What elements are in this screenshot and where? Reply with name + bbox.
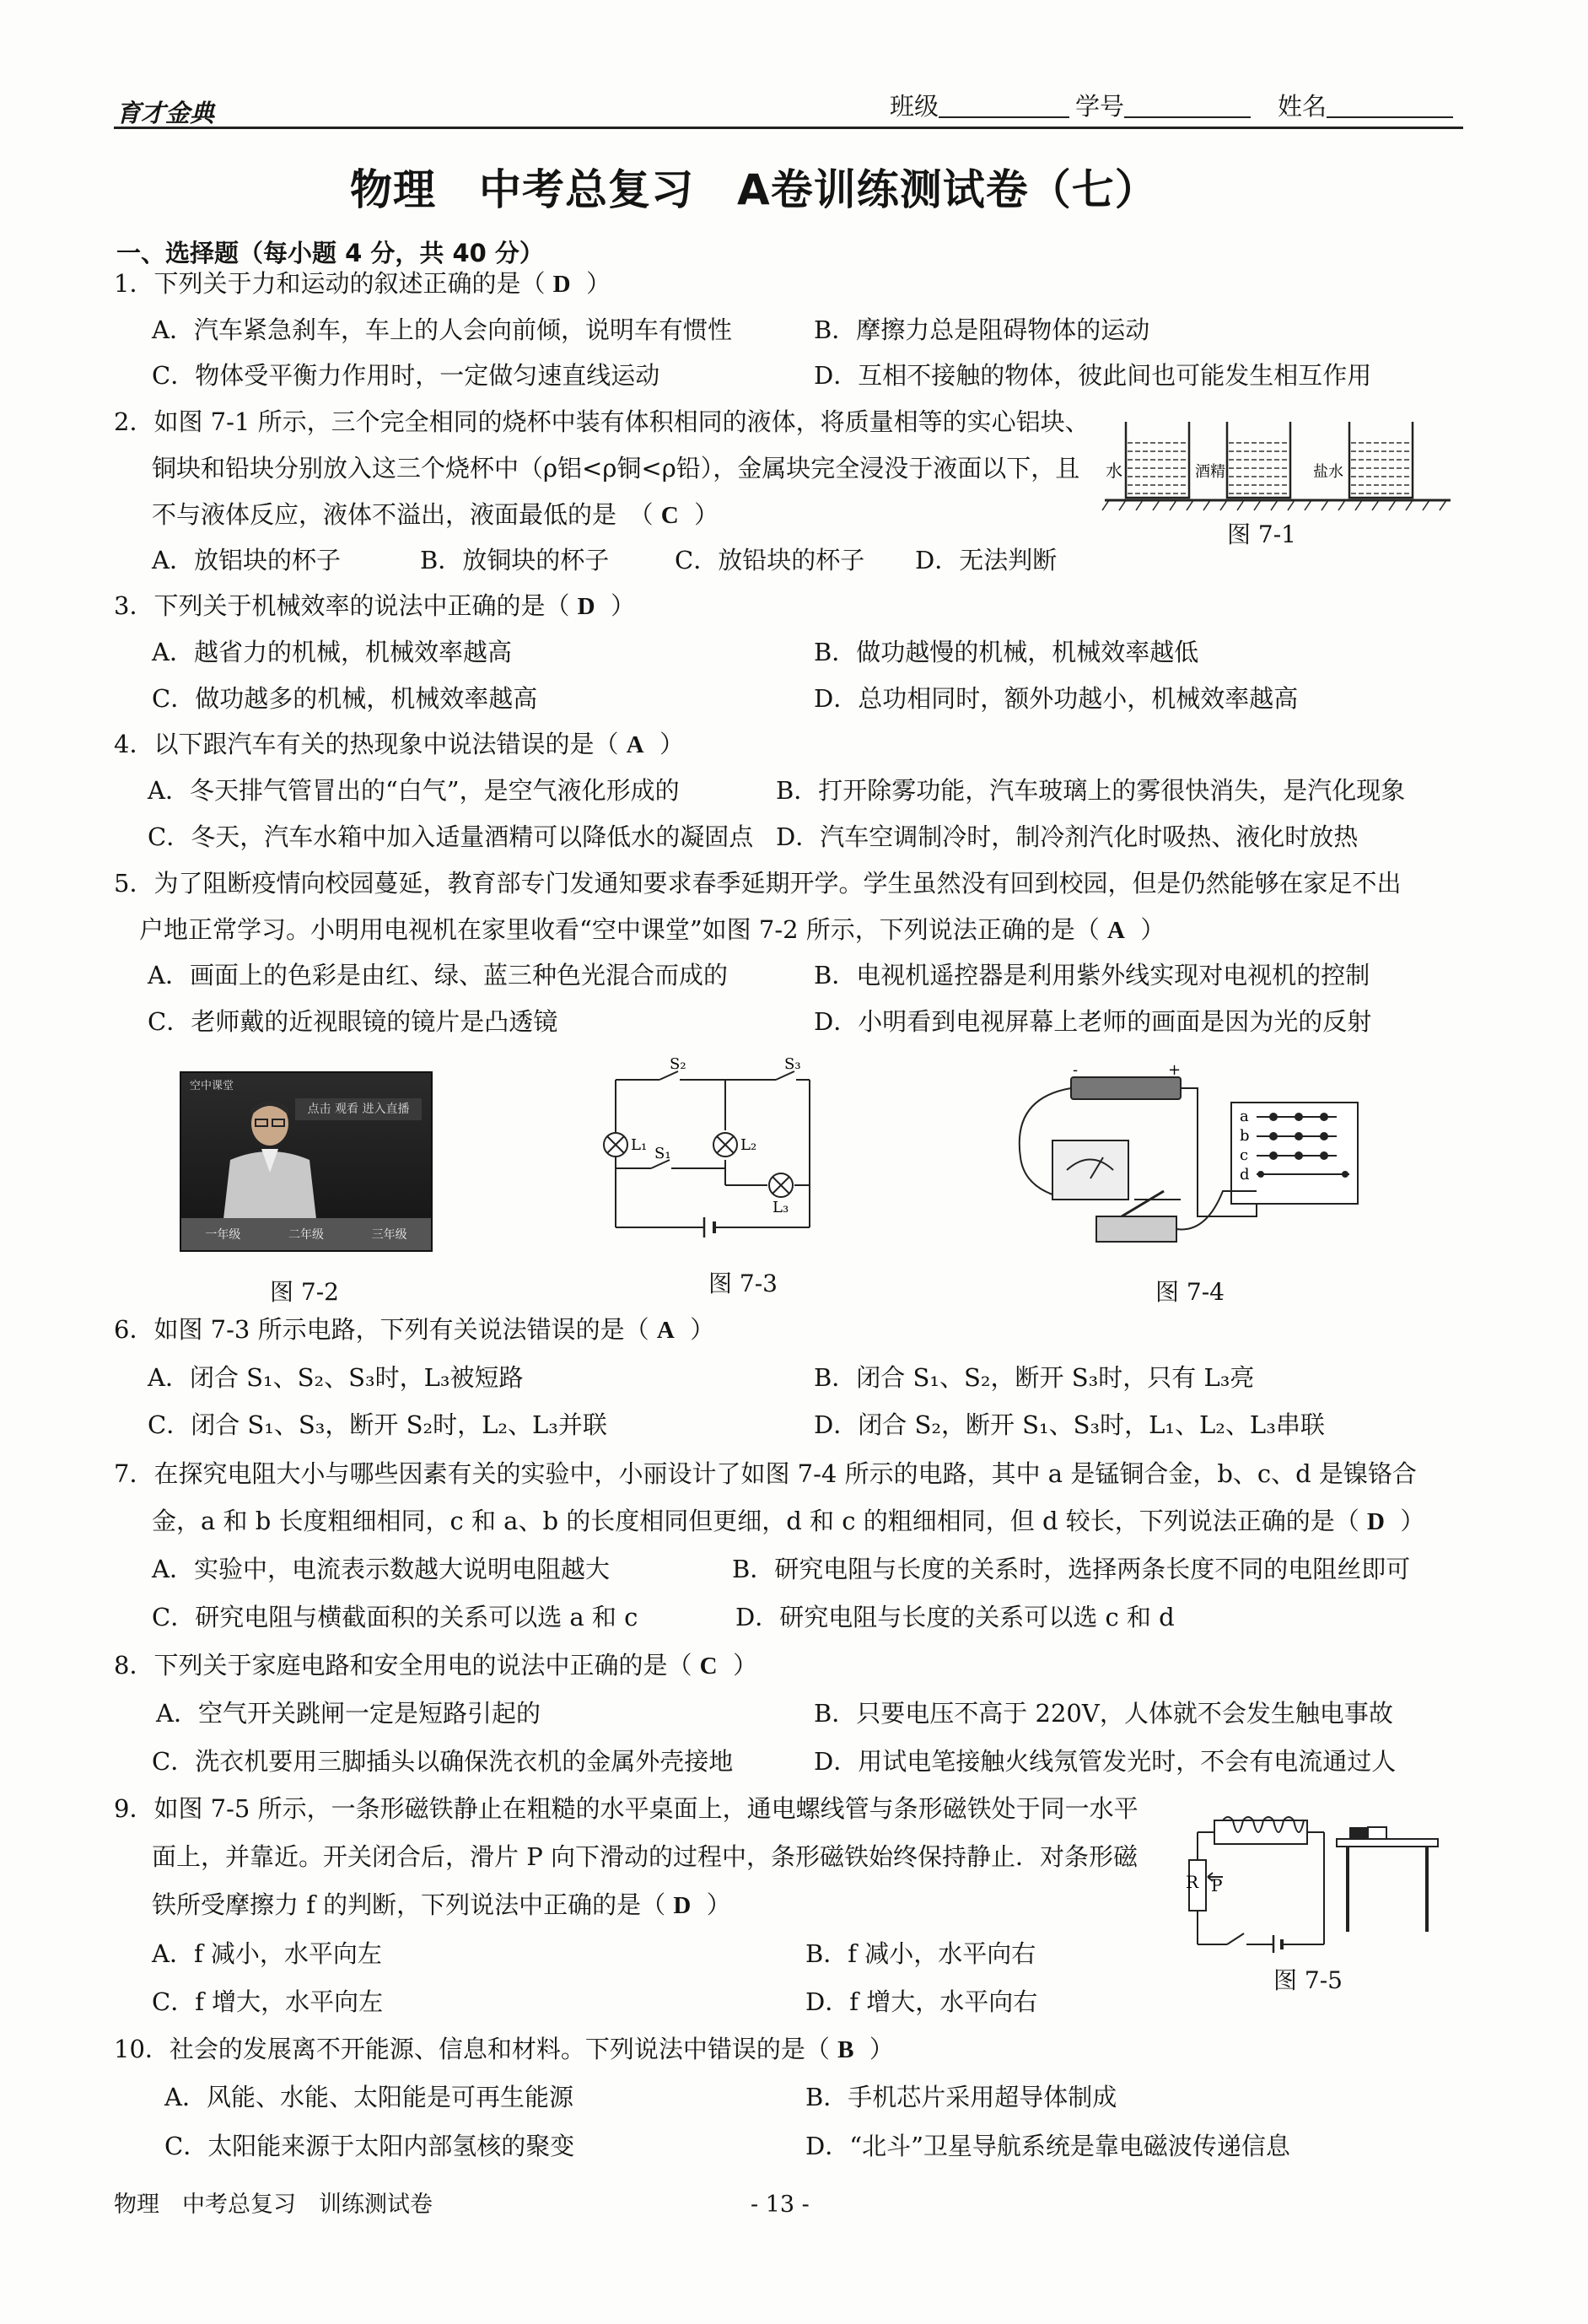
name-blank[interactable] [1327, 96, 1453, 118]
student-id-field[interactable] [1075, 94, 1251, 119]
name-label: 姓名 [1278, 92, 1327, 121]
q4-answer: A [626, 731, 644, 758]
q8-close: ） [733, 1651, 758, 1680]
label-salt-water: 盐水 [1313, 463, 1343, 481]
q9-close: ） [706, 1890, 731, 1919]
label-s3: S₃ [784, 1055, 801, 1073]
class-blank[interactable] [939, 96, 1069, 118]
figure-7-1-beakers [1101, 405, 1455, 515]
q7-line2-text: 金，a 和 b 长度粗细相同，c 和 a、b 的长度相同但更细，d 和 c 的粗细相同，但 d 较长，下列说法正确的是（ [152, 1507, 1359, 1535]
q6-close: ） [690, 1315, 715, 1344]
q3-close: ） [611, 591, 636, 620]
figure-7-5-magnet [1155, 1805, 1442, 1953]
q10-stem-text: 10．社会的发展离不开能源、信息和材料。下列说法中错误的是（ [114, 2035, 830, 2063]
battery-pack [1071, 1077, 1181, 1099]
question-2-line3 [152, 500, 719, 529]
q5-option-d[interactable]: D．小明看到电视屏幕上老师的画面是因为光的反射 [814, 1007, 1372, 1036]
switch-base [1096, 1216, 1176, 1242]
magnet-south [1368, 1827, 1386, 1839]
q8-option-b[interactable]: B．只要电压不高于 220V，人体就不会发生触电事故 [814, 1699, 1393, 1728]
q8-answer: C [699, 1653, 718, 1680]
switch [1227, 1933, 1244, 1944]
figure-7-3-circuit [599, 1050, 826, 1244]
question-2-line2: 铜块和铅块分别放入这三个烧杯中（ρ铝<ρ铜<ρ铅），金属块完全浸没于液面以下，且 [152, 454, 1080, 483]
q10-option-c[interactable]: C．太阳能来源于太阳内部氢核的聚变 [164, 2132, 575, 2160]
label-wire-a: a [1240, 1108, 1249, 1125]
q5-answer: A [1107, 917, 1125, 944]
student-id-blank[interactable] [1124, 96, 1251, 118]
q2-answer: C [660, 502, 679, 529]
label-r: R [1186, 1872, 1199, 1892]
ammeter [1052, 1140, 1128, 1200]
q7-option-c[interactable]: C．研究电阻与横截面积的关系可以选 a 和 c [152, 1603, 638, 1631]
label-l1: L₁ [631, 1136, 648, 1154]
page-title: 物理 中考总复习 A卷训练测试卷（七） [350, 165, 1158, 214]
q3-option-d[interactable]: D．总功相同时，额外功越小，机械效率越高 [814, 684, 1299, 713]
tv-button-grade-2: 二年级 [288, 1228, 324, 1242]
q5-option-a[interactable]: A．画面上的色彩是由红、绿、蓝三种色光混合而成的 [148, 961, 728, 989]
q4-option-d[interactable]: D．汽车空调制冷时，制冷剂汽化时吸热、液化时放热 [776, 822, 1359, 851]
question-7-line1: 7．在探究电阻大小与哪些因素有关的实验中，小丽设计了如图 7-4 所示的电路，其中 a 是锰铜合金，b、c、d 是镍铬合 [114, 1459, 1417, 1488]
figure-7-2-tv-photo [180, 1071, 433, 1252]
q7-option-b[interactable]: B．研究电阻与长度的关系时，选择两条长度不同的电阻丝即可 [732, 1555, 1411, 1583]
label-wire-d: d [1240, 1166, 1250, 1184]
q6-option-b[interactable]: B．闭合 S₁、S₂，断开 S₃时，只有 L₃亮 [814, 1363, 1255, 1392]
solenoid [1214, 1820, 1307, 1844]
question-9-line3 [152, 1890, 731, 1919]
q3-answer: D [577, 593, 595, 620]
q5-line2-text: 户地正常学习。小明用电视机在家里收看“空中课堂”如图 7-2 所示，下列说法正确的是（ [139, 915, 1100, 944]
q2-option-b[interactable]: B．放铜块的杯子 [420, 546, 610, 574]
q5-option-b[interactable]: B．电视机遥控器是利用紫外线实现对电视机的控制 [814, 961, 1370, 989]
footer-page-number: - 13 - [751, 2192, 810, 2218]
student-id-label: 学号 [1075, 92, 1125, 121]
tv-button-grade-1: 一年级 [205, 1228, 241, 1242]
q5-close: ） [1140, 915, 1165, 944]
question-4-stem [114, 732, 684, 758]
q2-line3-text: 不与液体反应，液体不溢出，液面最低的是 （ [152, 500, 654, 529]
q7-answer: D [1366, 1508, 1385, 1535]
q4-stem-text: 4．以下跟汽车有关的热现象中说法错误的是（ [114, 730, 619, 758]
q1-option-d[interactable]: D．互相不接触的物体，彼此间也可能发生相互作用 [814, 361, 1372, 390]
question-1-stem [114, 269, 611, 298]
question-5-line2 [139, 915, 1165, 944]
label-l2: L₂ [740, 1136, 757, 1154]
q2-option-a[interactable]: A．放铝块的杯子 [152, 546, 341, 574]
q10-option-d[interactable]: D．“北斗”卫星导航系统是靠电磁波传递信息 [805, 2132, 1290, 2160]
figure-7-2-caption: 图 7-2 [270, 1278, 339, 1306]
q2-option-d[interactable]: D．无法判断 [915, 546, 1058, 574]
q4-option-b[interactable]: B．打开除雾功能，汽车玻璃上的雾很快消失，是汽化现象 [776, 776, 1406, 805]
name-field[interactable] [1278, 94, 1453, 119]
table-top [1337, 1839, 1438, 1847]
label-plus: + [1168, 1065, 1182, 1079]
q7-close: ） [1400, 1507, 1425, 1535]
q8-option-d[interactable]: D．用试电笔接触火线氖管发光时，不会有电流通过人 [814, 1747, 1397, 1776]
q3-option-b[interactable]: B．做功越慢的机械，机械效率越低 [814, 638, 1199, 666]
q1-option-c[interactable]: C．物体受平衡力作用时，一定做匀速直线运动 [152, 361, 660, 390]
q5-option-c[interactable]: C．老师戴的近视眼镜的镜片是凸透镜 [148, 1007, 558, 1036]
q1-option-b[interactable]: B．摩擦力总是阻碍物体的运动 [814, 315, 1150, 344]
question-9-line1: 9．如图 7-5 所示，一条形磁铁静止在粗糙的水平桌面上，通电螺线管与条形磁铁处于同一水平 [114, 1794, 1139, 1823]
q6-option-d[interactable]: D．闭合 S₂，断开 S₁、S₃时，L₁、L₂、L₃串联 [814, 1410, 1325, 1439]
question-6-stem [114, 1315, 715, 1344]
q4-option-a[interactable]: A．冬天排气管冒出的“白气”，是空气液化形成的 [148, 776, 680, 805]
q9-option-d[interactable]: D．f 增大，水平向右 [805, 1987, 1038, 2016]
q9-option-a[interactable]: A．f 减小，水平向左 [152, 1939, 382, 1968]
header-divider [114, 127, 1463, 129]
question-10-stem [114, 2037, 894, 2062]
q2-close: ） [694, 500, 719, 529]
q10-option-b[interactable]: B．手机芯片采用超导体制成 [805, 2083, 1117, 2111]
teacher-figure [215, 1097, 325, 1219]
q1-answer: D [552, 271, 571, 298]
label-minus: - [1073, 1065, 1079, 1079]
label-water: 水 [1106, 461, 1122, 481]
q1-stem-text: 1．下列关于力和运动的叙述正确的是（ [114, 269, 546, 298]
label-wire-b: b [1240, 1127, 1250, 1145]
q6-option-a[interactable]: A．闭合 S₁、S₂、S₃时，L₃被短路 [148, 1363, 524, 1392]
footer-subject: 物理 中考总复习 训练测试卷 [114, 2192, 433, 2218]
q6-option-c[interactable]: C．闭合 S₁、S₃，断开 S₂时，L₂、L₃并联 [148, 1410, 607, 1439]
section-heading: 一、选择题（每小题 4 分，共 40 分） [116, 239, 544, 267]
figure-7-3-caption: 图 7-3 [708, 1270, 778, 1297]
q9-line3-text: 铁所受摩擦力 f 的判断，下列说法中正确的是（ [152, 1890, 666, 1919]
q4-close: ） [659, 730, 685, 758]
q3-stem-text: 3．下列关于机械效率的说法中正确的是（ [114, 591, 570, 620]
q8-stem-text: 8．下列关于家庭电路和安全用电的说法中正确的是（ [114, 1651, 692, 1680]
label-p: P [1211, 1875, 1223, 1895]
tv-banner: 点击 观看 进入直播 [295, 1098, 422, 1120]
label-s1: S₁ [654, 1145, 671, 1162]
q4-option-c[interactable]: C．冬天，汽车水箱中加入适量酒精可以降低水的凝固点 [148, 822, 754, 851]
q9-answer: D [673, 1892, 692, 1919]
magnet-north [1349, 1827, 1368, 1839]
q6-answer: A [656, 1317, 675, 1344]
q10-option-a[interactable]: A．风能、水能、太阳能是可再生能源 [164, 2083, 573, 2111]
tv-grade-bar [181, 1218, 431, 1250]
q9-option-b[interactable]: B．f 减小，水平向右 [805, 1939, 1036, 1968]
figure-7-4-caption: 图 7-4 [1155, 1278, 1225, 1306]
q8-option-c[interactable]: C．洗衣机要用三脚插头以确保洗衣机的金属外壳接地 [152, 1747, 734, 1776]
question-9-line2: 面上，并靠近。开关闭合后，滑片 P 向下滑动的过程中，条形磁铁始终保持静止．对条形磁 [152, 1842, 1138, 1871]
q3-option-a[interactable]: A．越省力的机械，机械效率越高 [152, 638, 512, 666]
q10-close: ） [869, 2035, 894, 2063]
label-wire-c: c [1240, 1146, 1249, 1164]
question-3-stem [114, 591, 636, 620]
q10-answer: B [837, 2036, 854, 2063]
brand-logo: 育才金典 [116, 99, 215, 127]
question-8-stem [114, 1653, 757, 1679]
question-5-line1: 5．为了阻断疫情向校园蔓延，教育部专门发通知要求春季延期开学。学生虽然没有回到校园，但是仍然能够在家足不出 [114, 869, 1402, 898]
q7-option-d[interactable]: D．研究电阻与长度的关系可以选 c 和 d [735, 1603, 1175, 1631]
q8-option-a[interactable]: A．空气开关跳闸一定是短路引起的 [156, 1699, 541, 1728]
q2-option-c[interactable]: C．放铅块的杯子 [675, 546, 865, 574]
q9-option-c[interactable]: C．f 增大，水平向左 [152, 1987, 384, 2016]
class-field[interactable] [890, 94, 1069, 119]
q1-close: ） [586, 269, 611, 298]
label-l3: L₃ [772, 1199, 789, 1216]
q7-option-a[interactable]: A．实验中，电流表示数越大说明电阻越大 [152, 1555, 610, 1583]
question-2-line1: 2．如图 7-1 所示，三个完全相同的烧杯中装有体积相同的液体，将质量相等的实心铝块、 [114, 407, 1090, 436]
q6-stem-text: 6．如图 7-3 所示电路，下列有关说法错误的是（ [114, 1315, 649, 1344]
figure-7-4-apparatus [987, 1065, 1375, 1254]
label-s2: S₂ [670, 1055, 686, 1073]
label-alcohol: 酒精 [1195, 463, 1225, 481]
tv-button-grade-3: 三年级 [371, 1228, 407, 1242]
figure-7-5-caption: 图 7-5 [1273, 1966, 1343, 1994]
class-label: 班级 [890, 92, 939, 121]
question-7-line2 [152, 1509, 1424, 1534]
q3-option-c[interactable]: C．做功越多的机械，机械效率越高 [152, 684, 538, 713]
tv-logo: 空中课堂 [190, 1080, 234, 1092]
figure-7-1-caption: 图 7-1 [1227, 520, 1296, 548]
q1-option-a[interactable]: A．汽车紧急刹车，车上的人会向前倾，说明车有惯性 [152, 315, 732, 344]
